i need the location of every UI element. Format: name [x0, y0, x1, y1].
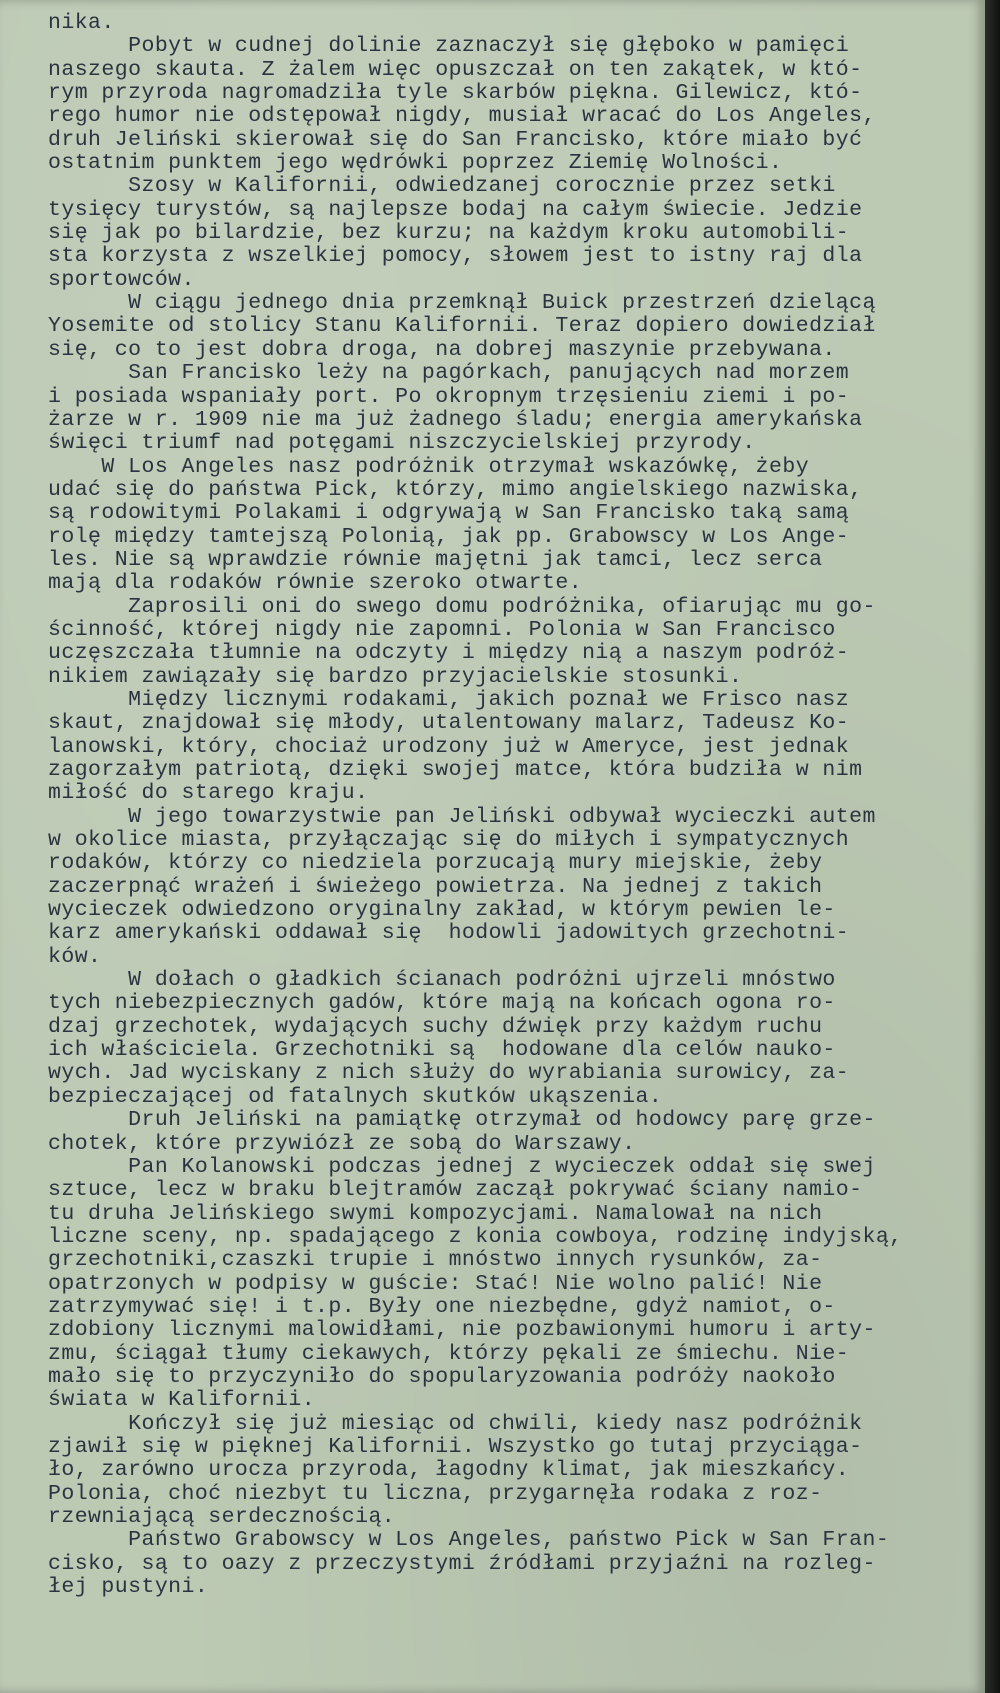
text-line: W jego towarzystwie pan Jeliński odbywał wycieczki autem: [48, 804, 876, 829]
page-body-text: [48, 12, 948, 1599]
text-line: Yosemite od stolicy Stanu Kalifornii. Teraz dopiero dowiedział: [48, 314, 876, 339]
text-line: żarze w r. 1909 nie ma już żadnego śladu; energia amerykańska: [48, 407, 863, 432]
text-line: rego humor nie odstępował nigdy, musiał wracać do Los Angeles,: [48, 104, 876, 129]
text-line: sta korzysta z wszelkiej pomocy, słowem jest to istny raj dla: [48, 244, 863, 269]
text-line: sportowców.: [48, 267, 195, 292]
text-line: W ciągu jednego dnia przemknął Buick przestrzeń dzielącą: [48, 291, 876, 316]
text-line: Zaprosili oni do swego domu podróżnika, ofiarując mu go-: [48, 594, 876, 619]
text-line: Pan Kolanowski podczas jednej z wycieczek oddał się swej: [48, 1154, 876, 1179]
text-line: się jak po bilardzie, bez kurzu; na każdym kroku automobili-: [48, 221, 850, 246]
text-line: rzewniającą serdecznością.: [48, 1505, 396, 1529]
text-line: Pobyt w cudnej dolinie zaznaczył się głęboko w pamięci: [48, 34, 850, 59]
text-line: druh Jeliński skierował się do San Francisko, które miało być: [48, 127, 863, 152]
text-line: nika.: [48, 11, 115, 35]
text-line: Państwo Grabowscy w Los Angeles, państwo Pick w San Fran-: [48, 1528, 890, 1553]
text-line: Druh Jeliński na pamiątkę otrzymał od hodowcy parę grze-: [48, 1108, 876, 1133]
text-line: dzaj grzechotek, wydających suchy dźwięk przy każdym ruchu: [48, 1014, 823, 1039]
text-line: San Francisko leży na pagórkach, panujących nad morzem: [48, 361, 850, 386]
text-line: les. Nie są wprawdzie równie majętni jak tamci, lecz serca: [48, 547, 823, 572]
text-line: w okolice miasta, przyłączając się do miłych i sympatycznych: [48, 828, 850, 853]
text-line: zagorzałym patriotą, dzięki swojej matce, która budziła w nim: [48, 758, 863, 782]
text-line: miłość do starego kraju.: [48, 781, 369, 806]
text-line: zaczerpnąć wrażeń i świeżego powietrza. Na jednej z takich: [48, 874, 823, 899]
text-line: wych. Jad wyciskany z nich służy do wyrabiania surowicy, za-: [48, 1061, 850, 1086]
text-line: zmu, ściągał tłumy ciekawych, którzy pękali ze śmiechu. Nie-: [48, 1341, 850, 1366]
text-line: udać się do państwa Pick, którzy, mimo angielskiego nazwiska,: [48, 477, 863, 502]
text-line: liczne sceny, np. spadającego z konia cowboya, rodzinę indyjską,: [48, 1224, 903, 1249]
text-line: i posiada wspaniały port. Po okropnym trzęsieniu ziemi i po-: [48, 384, 850, 409]
text-line: mało się to przyczyniło do spopularyzowania podróży naokoło: [48, 1364, 836, 1389]
text-line: ścinność, której nigdy nie zapomni. Polonia w San Francisco: [48, 617, 836, 642]
text-line: uczęszczała tłumnie na odczyty i między nią a naszym podróż-: [48, 641, 850, 666]
text-line: naszego skauta. Z żalem więc opuszczał on ten zakątek, w któ-: [48, 57, 863, 82]
text-line: rodaków, którzy co niedziela porzucają mury miejskie, żeby: [48, 851, 823, 876]
text-line: ostatnim punktem jego wędrówki poprzez Ziemię Wolności.: [48, 151, 783, 176]
text-line: karz amerykański oddawał się hodowli jadowitych grzechotni-: [48, 921, 850, 946]
text-line: zdobiony licznymi malowidłami, nie pozbawionymi humoru i arty-: [48, 1318, 876, 1343]
text-line: W dołach o gładkich ścianach podróżni ujrzeli mnóstwo: [48, 968, 836, 993]
text-line: Szosy w Kalifornii, odwiedzanej corocznie przez setki: [48, 174, 836, 199]
text-line: grzechotniki,czaszki trupie i mnóstwo innych rysunków, za-: [48, 1248, 823, 1273]
text-line: rolę między tamtejszą Polonią, jak pp. Grabowscy w Los Ange-: [48, 524, 850, 549]
text-line: tych niebezpiecznych gadów, które mają na końcach ogona ro-: [48, 991, 836, 1016]
text-line: mają dla rodaków równie szeroko otwarte.: [48, 571, 583, 596]
text-line: chotek, które przywiózł ze sobą do Warszawy.: [48, 1131, 636, 1156]
text-line: Polonia, choć niezbyt tu liczna, przygarnęła rodaka z roz-: [48, 1481, 823, 1506]
text-line: się, co to jest dobra droga, na dobrej maszynie przebywana.: [48, 337, 836, 362]
text-line: Między licznymi rodakami, jakich poznał we Frisco nasz: [48, 687, 850, 712]
text-line: wycieczek odwiedzono oryginalny zakład, w którym pewien le-: [48, 898, 836, 923]
text-line: bezpieczającej od fatalnych skutków ukąszenia.: [48, 1084, 663, 1109]
text-line: ich właściciela. Grzechotniki są hodowane dla celów nauko-: [48, 1038, 836, 1063]
text-line: ków.: [48, 944, 102, 969]
text-line: opatrzonych w podpisy w guście: Stać! Nie wolno palić! Nie: [48, 1271, 823, 1296]
text-line: skaut, znajdował się młody, utalentowany malarz, Tadeusz Ko-: [48, 711, 850, 736]
text-line: są rodowitymi Polakami i odgrywają w San Francisko taką samą: [48, 501, 850, 526]
text-line: święci triumf nad potęgami niszczycielskiej przyrody.: [48, 431, 756, 456]
text-line: zatrzymywać się! i t.p. Były one niezbędne, gdyż namiot, o-: [48, 1294, 836, 1319]
text-line: Kończył się już miesiąc od chwili, kiedy nasz podróżnik: [48, 1411, 863, 1436]
text-line: ło, zarówno urocza przyroda, łagodny klimat, jak mieszkańcy.: [48, 1458, 850, 1483]
text-line: zjawił się w pięknej Kalifornii. Wszystko go tutaj przyciąga-: [48, 1434, 863, 1459]
text-line: sztuce, lecz w braku blejtramów zaczął pokrywać ściany namio-: [48, 1178, 863, 1203]
text-line: W Los Angeles nasz podróżnik otrzymał wskazówkę, żeby: [48, 454, 810, 479]
text-line: świata w Kalifornii.: [48, 1388, 316, 1413]
text-line: tysięcy turystów, są najlepsze bodaj na całym świecie. Jedzie: [48, 197, 863, 222]
text-line: cisko, są to oazy z przeczystymi źródłami przyjaźni na rozleg-: [48, 1551, 876, 1576]
text-line: nikiem zawiązały się bardzo przyjacielskie stosunki.: [48, 664, 743, 689]
page-edge-shadow: [985, 0, 1000, 1693]
text-line: lanowski, który, chociaż urodzony już w Ameryce, jest jednak: [48, 734, 850, 759]
text-line: tu druha Jelińskiego swymi kompozycjami. Namalował na nich: [48, 1201, 823, 1226]
text-line: rym przyroda nagromadziła tyle skarbów piękna. Gilewicz, któ-: [48, 81, 863, 106]
text-line: łej pustyni.: [48, 1575, 209, 1600]
